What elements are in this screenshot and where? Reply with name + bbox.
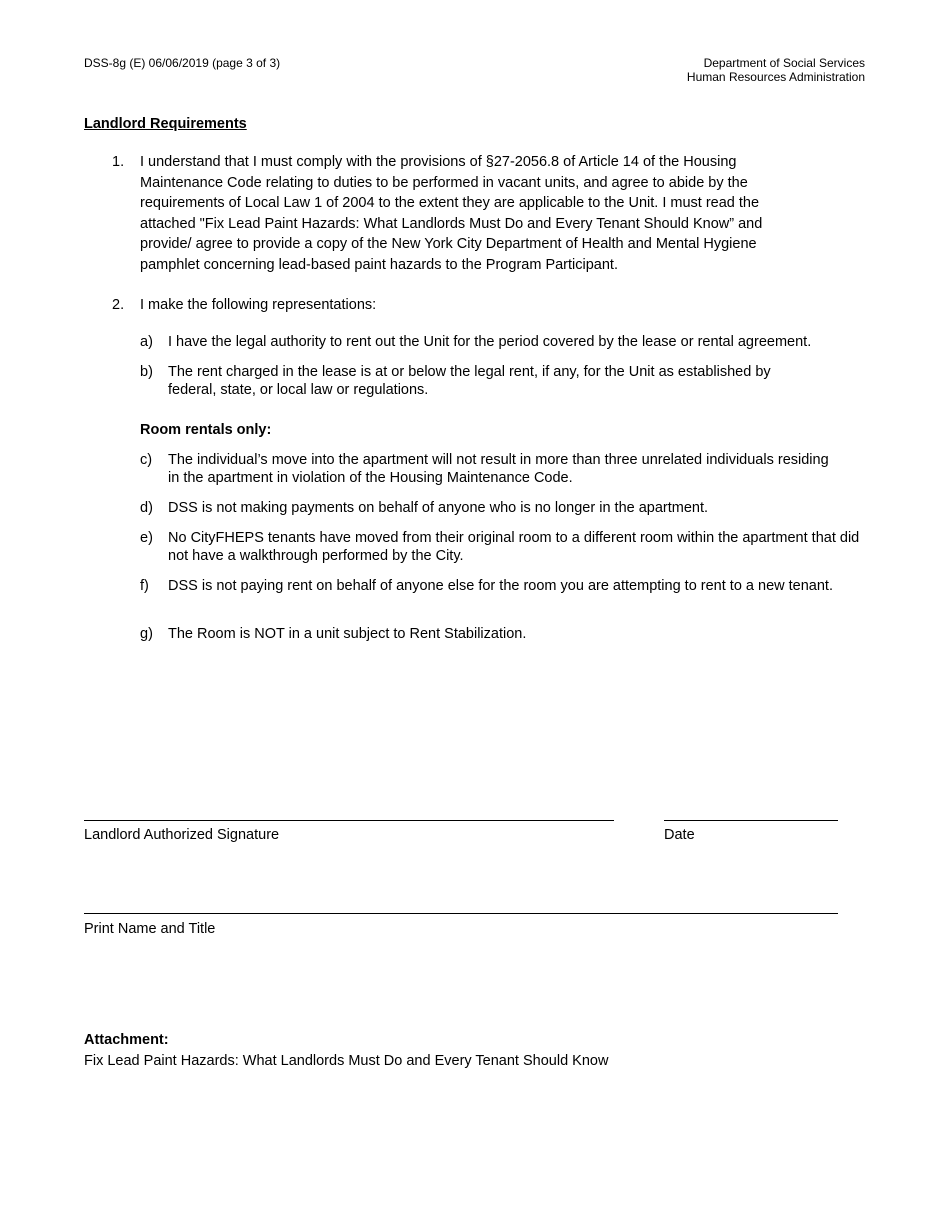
- room-rentals-heading: Room rentals only:: [140, 422, 272, 438]
- representation-a: [140, 333, 865, 351]
- item-text: I understand that I must comply with the provisions of §27-2056.8 of Article 14 of the Housing Maintenance Code relating to duties to be performed in vacant units, and agree to abide by the requirements of Local Law 1 of 2004 to the extent they are applicable to the Unit. I must read the attached "Fix Lead Paint Hazards: What Landlords Must Do and Every Tenant Should Know” and provide/ agree to provide a copy of the New York City Department of Health and Mental Hygiene pamphlet concerning lead-based paint hazards to the Program Participant.: [140, 154, 763, 273]
- requirement-item-1: [112, 152, 812, 275]
- representation-text: I have the legal authority to rent out the Unit for the period covered by the lease or rental agreement.: [168, 334, 812, 350]
- room-rental-text: The Room is NOT in a unit subject to Rent Stabilization.: [168, 626, 527, 642]
- signature-label: Landlord Authorized Signature: [84, 827, 280, 843]
- representation-b: [140, 363, 820, 399]
- print-name-label: Print Name and Title: [84, 921, 216, 937]
- room-rental-label: g): [140, 626, 153, 642]
- agency-block: [687, 56, 865, 84]
- room-rental-text: The individual’s move into the apartment will not result in more than three unrelated individuals residing in the apartment in violation of the Housing Maintenance Code.: [168, 452, 829, 486]
- representation-text: The rent charged in the lease is at or below the legal rent, if any, for the Unit as established by federal, state, or local law or regulations.: [168, 364, 771, 398]
- room-rental-g: [140, 625, 860, 643]
- agency-line-2: Human Resources Administration: [686, 70, 865, 84]
- signature-line[interactable]: [84, 820, 614, 821]
- room-rental-f: [140, 577, 840, 595]
- room-rental-text: DSS is not paying rent on behalf of anyone else for the room you are attempting to rent to a new tenant.: [168, 578, 833, 594]
- representation-label: b): [140, 364, 153, 380]
- print-name-line[interactable]: [84, 913, 838, 914]
- representation-label: a): [140, 334, 153, 350]
- room-rental-e: [140, 529, 860, 565]
- attachment-heading: Attachment:: [84, 1032, 169, 1048]
- agency-line-1: Department of Social Services: [703, 56, 865, 70]
- room-rental-label: d): [140, 500, 153, 516]
- room-rental-d: [140, 499, 860, 517]
- room-rental-text: No CityFHEPS tenants have moved from their original room to a different room within the apartment that did not have a walkthrough performed by the City.: [168, 530, 860, 564]
- date-label: Date: [664, 827, 695, 843]
- requirement-item-2: [112, 295, 812, 316]
- section-title: Landlord Requirements: [84, 116, 247, 132]
- item-number: 1.: [112, 154, 125, 170]
- room-rental-label: e): [140, 530, 153, 546]
- item-number: 2.: [112, 297, 125, 313]
- room-rental-text: DSS is not making payments on behalf of anyone who is no longer in the apartment.: [168, 500, 709, 516]
- room-rental-label: f): [140, 578, 149, 594]
- form-id: DSS-8g (E) 06/06/2019 (page 3 of 3): [84, 56, 281, 70]
- attachment-text: Fix Lead Paint Hazards: What Landlords Must Do and Every Tenant Should Know: [84, 1053, 609, 1069]
- date-line[interactable]: [664, 820, 838, 821]
- room-rental-c: [140, 451, 830, 487]
- room-rental-label: c): [140, 452, 153, 468]
- item-text: I make the following representations:: [140, 297, 377, 313]
